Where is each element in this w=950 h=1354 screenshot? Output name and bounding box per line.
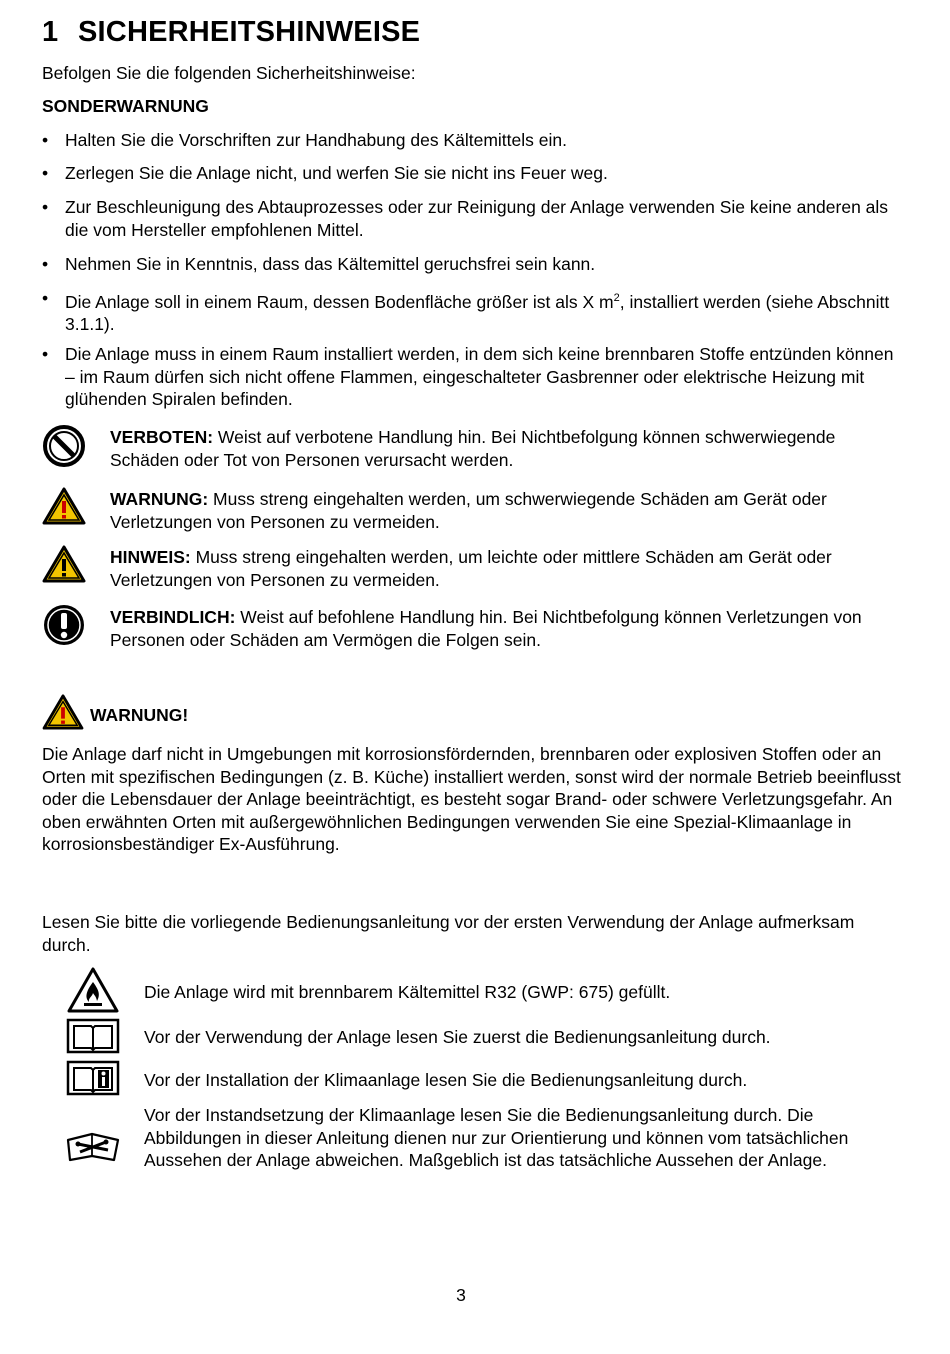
- symbol-label: VERBINDLICH:: [110, 607, 236, 627]
- bullet-text: Halten Sie die Vorschriften zur Handhabung des Kältemittels ein.: [65, 130, 567, 150]
- read-manual-text: Lesen Sie bitte die vorliegende Bedienungsanleitung vor der ersten Verwendung der Anlage aufmerksam durch.: [42, 912, 855, 955]
- symbol-label: WARNUNG:: [110, 489, 209, 509]
- info-item-text: Vor der Installation der Klimaanlage lesen Sie die Bedienungsanleitung durch.: [144, 1070, 748, 1090]
- page-title: [42, 16, 420, 49]
- intro-text: Befolgen Sie die folgenden Sicherheitshinweise:: [42, 63, 416, 83]
- prohibition-icon: [42, 424, 86, 468]
- bullet-text: Zerlegen Sie die Anlage nicht, und werfen Sie sie nicht ins Feuer weg.: [65, 163, 608, 183]
- list-item: • Zerlegen Sie die Anlage nicht, und werfen Sie sie nicht ins Feuer weg.: [42, 162, 902, 185]
- bullet-text: Die Anlage soll in einem Raum, dessen Bodenfläche größer ist als X $m^2$, installiert werden (siehe Abschnitt 3.1.1).: [65, 291, 890, 335]
- section-title: SICHERHEITSHINWEISE: [78, 16, 421, 48]
- flammable-icon: [66, 966, 120, 1014]
- symbol-explanation: [110, 606, 900, 651]
- list-item: • Zur Beschleunigung des Abtauprozesses oder zur Reinigung der Anlage verwenden Sie keine anderen als die vom Hersteller empfohlenen Mittel.: [42, 196, 902, 241]
- page-number: 3: [456, 1285, 466, 1305]
- symbol-text: Weist auf verbotene Handlung hin. Bei Nichtbefolgung können schwerwiegende Schäden oder Tot von Personen verursacht werden.: [110, 427, 836, 470]
- list-item: • Die Anlage muss in einem Raum installiert werden, in dem sich keine brennbaren Stoffe entzünden können – im Raum dürfen sich nicht offene Flammen, eingeschalteter Gasbrenner oder elektrische Heizung mit glühenden Spiralen befinden.: [42, 343, 902, 411]
- special-warning-title: SONDERWARNUNG: [42, 96, 209, 116]
- list-item: • Nehmen Sie in Kenntnis, dass das Kältemittel geruchsfrei sein kann.: [42, 253, 902, 276]
- manual-book-icon: [66, 1018, 120, 1054]
- service-manual-icon: [64, 1128, 122, 1164]
- warning-triangle-icon: [42, 487, 86, 525]
- symbol-text: Weist auf befohlene Handlung hin. Bei Nichtbefolgung können Verletzungen von Personen oder Schäden am Vermögen die Folgen sein.: [110, 607, 862, 650]
- list-item: • Die Anlage soll in einem Raum, dessen Bodenfläche größer ist als X $m^2$, installiert werden (siehe Abschnitt 3.1.1).: [42, 287, 902, 336]
- bullet-text: Nehmen Sie in Kenntnis, dass das Kältemittel geruchsfrei sein kann.: [65, 254, 596, 274]
- symbol-label: HINWEIS:: [110, 547, 191, 567]
- symbol-text: Muss streng eingehalten werden, um schwerwiegende Schäden am Gerät oder Verletzungen von Personen zu vermeiden.: [110, 489, 827, 532]
- mandatory-icon: [42, 603, 86, 647]
- symbol-label: VERBOTEN:: [110, 427, 214, 447]
- symbol-text: Muss streng eingehalten werden, um leichte oder mittlere Schäden am Gerät oder Verletzungen von Personen zu vermeiden.: [110, 547, 832, 590]
- warning-text: Die Anlage darf nicht in Umgebungen mit korrosionsfördernden, brennbaren oder explosiven Stoffen oder an Orten mit spezifischen Bedingungen (z. B. Küche) installiert werden, sonst wird der normale Betrieb beeinflusst oder die Lebensdauer der Anlage beeinträchtigt, es besteht sogar Brand- oder schwere Verletzungsgefahr. An oben erwähnten Orten mit außergewöhnlichen Bedingungen verwenden Sie eine Spezial-Klimaanlage in korrosionsbeständiger Ex-Ausführung.: [42, 744, 901, 855]
- bullet-text: Die Anlage muss in einem Raum installiert werden, in dem sich keine brennbaren Stoffe entzünden können – im Raum dürfen sich nicht offene Flammen, eingeschalteter Gasbrenner oder elektrische Heizung mit glühenden Spiralen befinden.: [65, 344, 894, 410]
- warning-title: WARNUNG!: [90, 705, 189, 725]
- symbol-explanation: [110, 488, 900, 533]
- list-item: • Halten Sie die Vorschriften zur Handhabung des Kältemittels ein.: [42, 129, 902, 152]
- section-number: 1: [42, 16, 59, 48]
- bullet-text: Zur Beschleunigung des Abtauprozesses oder zur Reinigung der Anlage verwenden Sie keine anderen als die vom Hersteller empfohlenen Mittel.: [65, 197, 889, 240]
- info-item-text: Vor der Instandsetzung der Klimaanlage lesen Sie die Bedienungsanleitung durch. Die Abbildungen in dieser Anleitung dienen nur zur Orientierung und können vom tatsächlichen Aussehen der Anlage abweichen. Maßgeblich ist das tatsächliche Aussehen der Anlage.: [144, 1105, 849, 1171]
- info-book-icon: [66, 1060, 120, 1096]
- info-item-text: Vor der Verwendung der Anlage lesen Sie zuerst die Bedienungsanleitung durch.: [144, 1027, 771, 1047]
- warning-triangle-icon: [42, 545, 86, 583]
- warning-triangle-icon: [42, 694, 84, 730]
- symbol-explanation: [110, 546, 900, 591]
- info-item-text: Die Anlage wird mit brennbarem Kältemittel R32 (GWP: 675) gefüllt.: [144, 982, 671, 1002]
- symbol-explanation: [110, 426, 900, 471]
